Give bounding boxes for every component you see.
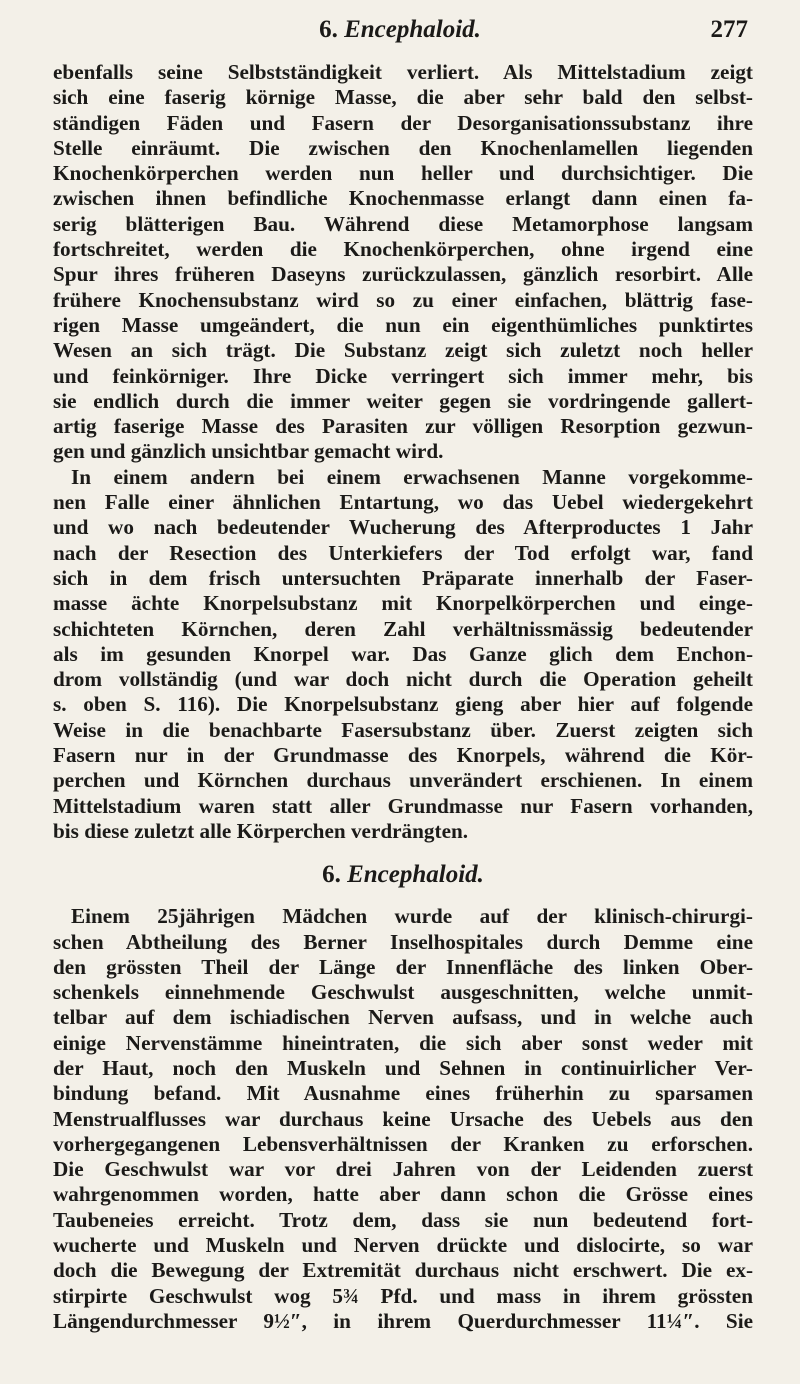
text-line: als im gesunden Knorpel war. Das Ganze glich dem Enchon- <box>53 641 753 666</box>
text-line: nach der Resection des Unterkiefers der Tod erfolgt war, fand <box>53 540 753 565</box>
text-line: sie endlich durch die immer weiter gegen sie vordringende gallert- <box>53 388 753 413</box>
text-line: und wo nach bedeutender Wucherung des Afterproductes 1 Jahr <box>53 515 753 540</box>
text-line: einige Nervenstämme hineintraten, die sich aber sonst weder mit <box>53 1030 753 1055</box>
running-head-section-title: Encephaloid. <box>344 16 481 43</box>
text-line: den grössten Theil der Länge der Innenfläche des linken Ober- <box>53 954 753 979</box>
text-line: artig faserige Masse des Parasiten zur völligen Resorption gezwun- <box>53 414 753 439</box>
text-line: masse ächte Knorpelsubstanz mit Knorpelkörperchen und einge- <box>53 591 753 616</box>
text-line: Mittelstadium waren statt aller Grundmasse nur Fasern vorhanden, <box>53 793 753 818</box>
text-line: sich eine faserig körnige Masse, die aber sehr bald den selbst- <box>53 85 753 110</box>
text-line: Taubeneies erreicht. Trotz dem, dass sie nun bedeutend fort- <box>53 1207 753 1232</box>
text-line: serig blätterigen Bau. Während diese Metamorphose langsam <box>53 211 753 236</box>
text-line: Menstrualflusses war durchaus keine Ursache des Uebels aus den <box>53 1106 753 1131</box>
running-head <box>0 14 800 50</box>
text-line: vorhergegangenen Lebensverhältnissen der Kranken zu erforschen. <box>53 1131 753 1156</box>
text-line: Wesen an sich trägt. Die Substanz zeigt sich zuletzt noch heller <box>53 338 753 363</box>
text-line: ständigen Fäden und Fasern der Desorganisationssubstanz ihre <box>53 110 753 135</box>
text-line: Knochenkörperchen werden nun heller und durchsichtiger. Die <box>53 161 753 186</box>
text-line: sich in dem frisch untersuchten Präparate innerhalb der Faser- <box>53 565 753 590</box>
text-line: fortschreitet, werden die Knochenkörperchen, ohne irgend eine <box>53 237 753 262</box>
text-line: bis diese zuletzt alle Körperchen verdrängten. <box>53 818 469 843</box>
text-line: perchen und Körnchen durchaus unverändert erschienen. In einem <box>53 768 753 793</box>
text-line: rigen Masse umgeändert, die nun ein eigenthümliches punktirtes <box>53 312 753 337</box>
paragraph-1 <box>53 60 753 465</box>
running-head-title <box>0 16 800 44</box>
section-heading-title: Encephaloid. <box>347 861 484 889</box>
text-line: Längendurchmesser 9½″, in ihrem Querdurchmesser 11¼″. Sie <box>53 1308 753 1333</box>
running-head-section-number: 6. <box>319 16 338 43</box>
text-line: In einem andern bei einem erwachsenen Manne vorgekomme- <box>71 464 753 489</box>
paragraph-2 <box>53 465 753 844</box>
text-line: doch die Bewegung der Extremität durchaus nicht erschwert. Die ex- <box>53 1258 753 1283</box>
text-line: Die Geschwulst war vor drei Jahren von der Leidenden zuerst <box>53 1157 753 1182</box>
section-heading <box>53 860 753 890</box>
section-heading-number: 6. <box>322 861 341 889</box>
page-number: 277 <box>710 16 748 43</box>
text-line: gen und gänzlich unsichtbar gemacht wird. <box>53 439 444 464</box>
text-line: telbar auf dem ischiadischen Nerven aufsass, und in welche auch <box>53 1005 753 1030</box>
text-line: drom vollständig (und war doch nicht durch die Operation geheilt <box>53 667 753 692</box>
text-line: Fasern nur in der Grundmasse des Knorpels, während die Kör- <box>53 743 753 768</box>
text-line: schen Abtheilung des Berner Inselhospitales durch Demme eine <box>53 929 753 954</box>
text-line: nen Falle einer ähnlichen Entartung, wo das Uebel wiedergekehrt <box>53 490 753 515</box>
text-line: der Haut, noch den Muskeln und Sehnen in continuirlicher Ver- <box>53 1055 753 1080</box>
text-line: schichteten Körnchen, deren Zahl verhältnissmässig bedeutender <box>53 616 753 641</box>
text-line: wucherte und Muskeln und Nerven drückte und dislocirte, so war <box>53 1233 753 1258</box>
text-line: Weise in die benachbarte Fasersubstanz über. Zuerst zeigten sich <box>53 717 753 742</box>
text-line: frühere Knochensubstanz wird so zu einer einfachen, blättrig fase- <box>53 287 753 312</box>
text-line: ebenfalls seine Selbstständigkeit verliert. Als Mittelstadium zeigt <box>53 60 753 84</box>
text-line: wahrgenommen worden, hatte aber dann schon die Grösse eines <box>53 1182 753 1207</box>
text-line: s. oben S. 116). Die Knorpelsubstanz gieng aber hier auf folgende <box>53 692 753 717</box>
text-line: Stelle einräumt. Die zwischen den Knochenlamellen liegenden <box>53 135 753 160</box>
text-line: zwischen ihnen befindliche Knochenmasse erlangt dann einen fa- <box>53 186 753 211</box>
text-line: schenkels einnehmende Geschwulst ausgeschnitten, welche unmit- <box>53 980 753 1005</box>
paragraph-3 <box>53 904 753 1334</box>
body-text <box>53 60 753 1334</box>
text-line: bindung befand. Mit Ausnahme eines früherhin zu sparsamen <box>53 1081 753 1106</box>
text-line: stirpirte Geschwulst wog 5¾ Pfd. und mass in ihrem grössten <box>53 1283 753 1308</box>
text-line: Einem 25jährigen Mädchen wurde auf der klinisch-chirurgi- <box>71 904 753 929</box>
text-line: und feinkörniger. Ihre Dicke verringert sich immer mehr, bis <box>53 363 753 388</box>
text-line: Spur ihres früheren Daseyns zurückzulassen, gänzlich resorbirt. Alle <box>53 262 753 287</box>
